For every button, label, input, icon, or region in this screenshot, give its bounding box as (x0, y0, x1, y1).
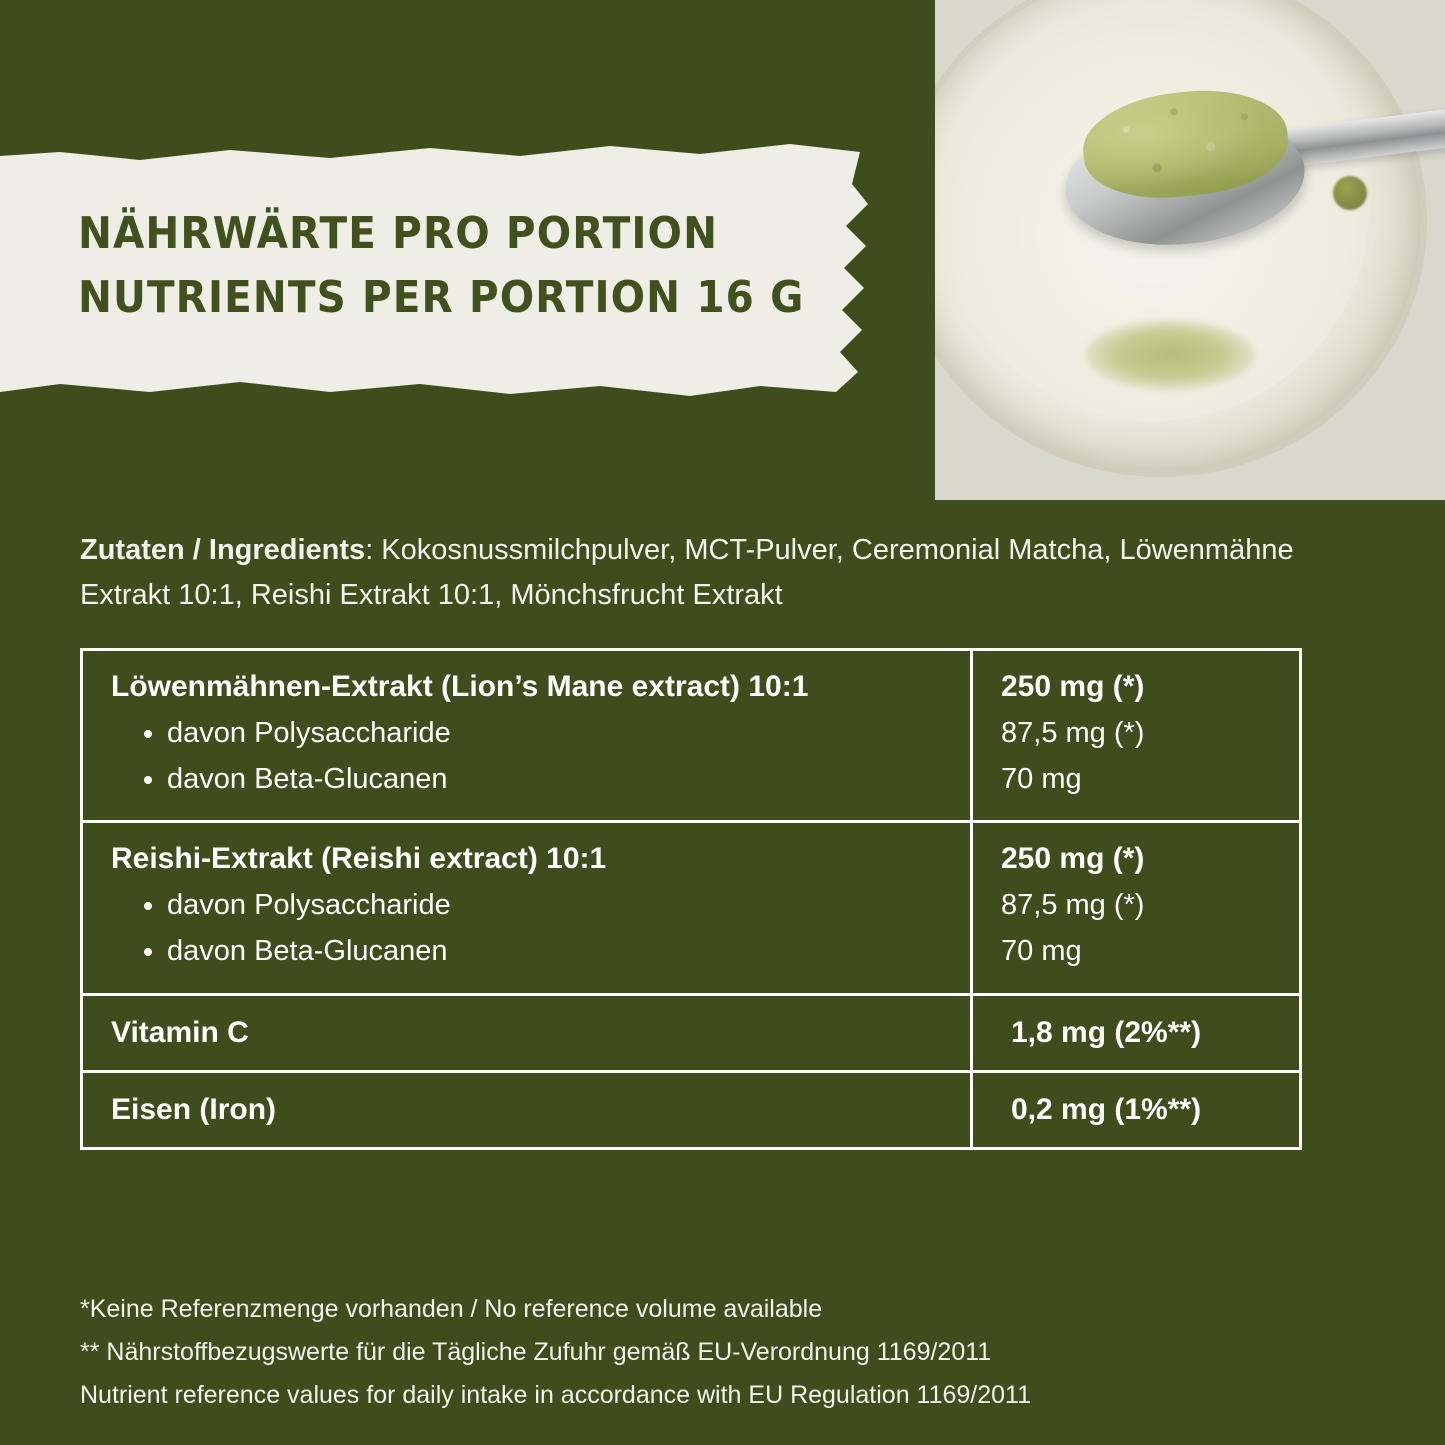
list-item: • davon Polysaccharide (167, 882, 970, 928)
ingredients-text: : Kokosnussmilchpulver, MCT-Pulver, Ceremonial Matcha, Löwenmähne Extrakt 10:1, Reishi Extrakt 10:1, Mönchsfrucht Extrakt (80, 534, 1294, 611)
ingredients-label: Zutaten / Ingredients (80, 534, 366, 566)
table-row (83, 993, 1299, 1070)
nutrient-sub-list (111, 710, 970, 803)
nutrition-table (80, 648, 1302, 1150)
list-item: • davon Beta-Glucanen (167, 756, 970, 802)
list-item: • davon Polysaccharide (167, 710, 970, 756)
list-item: • davon Beta-Glucanen (167, 928, 970, 974)
nutrient-sub-list (111, 882, 970, 975)
nutrient-value: 250 mg (*) (1001, 842, 1145, 876)
table-row (83, 1070, 1299, 1147)
table-cell-name (83, 823, 973, 992)
table-cell-name (83, 996, 973, 1070)
table-cell-name (83, 651, 973, 820)
table-cell-value (973, 996, 1299, 1070)
nutrient-name: Löwenmähnen-Extrakt (Lion’s Mane extract) 10:1 (111, 670, 809, 703)
powder-residue (1085, 320, 1255, 390)
nutrient-value: 250 mg (*) (1001, 670, 1145, 703)
table-row (83, 820, 1299, 992)
footnote-line-1: *Keine Referenzmenge vorhanden / No reference volume available (80, 1295, 823, 1323)
table-row (83, 651, 1299, 820)
nutrient-sub-value: 87,5 mg (*) (1001, 888, 1145, 921)
table-cell-value (973, 1073, 1299, 1147)
table-cell-value (973, 651, 1299, 820)
footnote-line-2: ** Nährstoffbezugswerte für die Tägliche Zufuhr gemäß EU-Verordnung 1169/2011 (80, 1338, 992, 1366)
banner-text-block (78, 202, 804, 330)
product-photo (935, 0, 1445, 500)
footnote-line-3: Nutrient reference values for daily intake in accordance with EU Regulation 1169/2011 (80, 1381, 1032, 1409)
nutrient-name: Reishi-Extrakt (Reishi extract) 10:1 (111, 842, 607, 876)
headline-banner (0, 142, 880, 402)
nutrient-name: Eisen (Iron) (111, 1092, 277, 1126)
banner-line-de: NÄHRWÄRTE PRO PORTION (78, 208, 719, 259)
nutrient-value: 1,8 mg (2%**) (1011, 1015, 1202, 1049)
footnotes (80, 1288, 1330, 1417)
nutrient-sub-value: 87,5 mg (*) (1001, 716, 1145, 749)
powder-speck (1333, 176, 1367, 210)
table-cell-name (83, 1073, 973, 1147)
nutrient-value: 0,2 mg (1%**) (1011, 1092, 1202, 1126)
ingredients-paragraph (80, 528, 1310, 618)
nutrient-name: Vitamin C (111, 1015, 249, 1049)
banner-line-en: NUTRIENTS PER PORTION 16 G (78, 271, 805, 323)
nutrient-sub-value: 70 mg (1001, 762, 1082, 795)
table-cell-value (973, 823, 1299, 992)
nutrient-sub-value: 70 mg (1001, 935, 1082, 968)
